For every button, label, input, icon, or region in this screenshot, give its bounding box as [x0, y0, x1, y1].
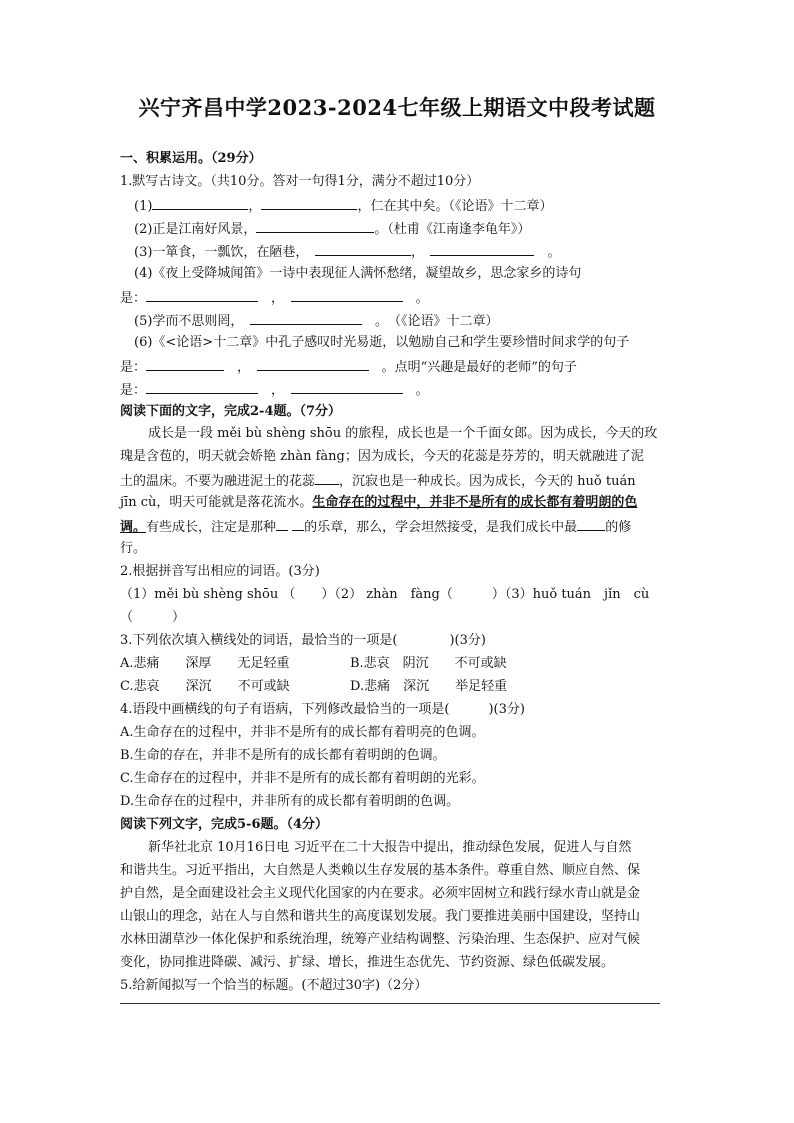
- news-line: 和谐共生。习近平指出，大自然是人类赖以生存发展的基本条件。尊重自然、顺应自然、保: [120, 863, 641, 878]
- question-1-stem: 1.默写古诗文。（共10分。答对一句得1分，满分不超过10分）: [120, 174, 480, 189]
- answer-blank[interactable]: [315, 242, 411, 256]
- answer-blank[interactable]: [276, 517, 288, 531]
- question-2-stem: 2.根据拼音写出相应的词语。(3分): [120, 564, 320, 579]
- passage-line: 调。有些成长，注定是那种 的乐章，那么，学会坦然接受，是我们成长中最 的修: [120, 517, 631, 537]
- news-line: 水林田湖草沙一体化保护和系统治理，统筹产业结构调整、污染治理、生态保护、应对气候: [120, 932, 641, 947]
- answer-blank[interactable]: [577, 517, 605, 531]
- answer-blank[interactable]: [315, 471, 339, 485]
- answer-blank[interactable]: [250, 311, 362, 325]
- question-2-line: （ ）: [120, 610, 186, 625]
- answer-blank[interactable]: [430, 242, 534, 256]
- question-5-stem: 5.给新闻拟写一个恰当的标题。(不超过30字)（2分）: [120, 978, 428, 993]
- question-1-item-6b-answer: 是： ， 。: [120, 380, 429, 400]
- answer-blank[interactable]: [291, 288, 403, 302]
- answer-blank[interactable]: [152, 196, 248, 210]
- section-heading: 一、积累运用。（29分）: [120, 151, 262, 166]
- answer-blank[interactable]: [261, 196, 357, 210]
- question-4-stem: 4.语段中画横线的句子有语病，下列修改最恰当的一项是( )(3分): [120, 702, 525, 717]
- answer-blank[interactable]: [256, 219, 374, 233]
- underlined-sentence-end: 调。: [120, 520, 147, 535]
- question-1-item-2: (2)正是江南好风景， 。（杜甫《江南逢李龟年》）: [134, 219, 530, 239]
- page-title: 兴宁齐昌中学2023-2024七年级上期语文中段考试题: [138, 95, 656, 120]
- question-1-item-6-answer: 是： ， 。点明“兴趣是最好的老师”的句子: [120, 357, 577, 377]
- option-a[interactable]: A.生命存在的过程中，并非不是所有的成长都有着明亮的色调。: [120, 725, 485, 740]
- answer-blank[interactable]: [257, 357, 369, 371]
- answer-blank[interactable]: [146, 357, 224, 371]
- answer-blank[interactable]: [146, 380, 258, 394]
- option-b[interactable]: B.生命的存在，并非不是所有的成长都有着明朗的色调。: [120, 748, 446, 763]
- reading-1-header: 阅读下面的文字，完成2-4题。（7分）: [120, 404, 342, 419]
- option-d[interactable]: D.生命存在的过程中，并非所有的成长都有着明朗的色调。: [120, 794, 460, 809]
- question-1-item-1: (1) ， ，仁在其中矣。（《论语》十二章）: [134, 196, 552, 216]
- passage-line: 行。: [120, 541, 147, 556]
- news-line: 山银山的理念，站在人与自然和谐共生的高度谋划发展。我门要推进美丽中国建设，坚持山: [120, 909, 641, 924]
- answer-line[interactable]: [120, 1003, 660, 1004]
- reading-2-header: 阅读下列文字，完成5-6题。（4分）: [120, 817, 329, 832]
- option-a[interactable]: A.悲痛 深厚 无足轻重: [120, 656, 290, 671]
- question-1-item-4-text: (4)《夜上受降城闻笛》一诗中表现征人满怀愁绪，凝望故乡，思念家乡的诗句: [134, 266, 582, 281]
- passage-line: jīn cù，明天可能就是落花流水。生命存在的过程中，并非不是所有的成长都有着明朗的色: [120, 495, 638, 510]
- option-c[interactable]: C.生命存在的过程中，并非不是所有的成长都有着明朗的光彩。: [120, 771, 485, 786]
- underlined-sentence: 生命存在的过程中，并非不是所有的成长都有着明朗的色: [312, 495, 638, 510]
- news-line: 新华社北京 10月16日电 习近平在二十大报告中提出，推动绿色发展，促进人与自然: [148, 840, 632, 855]
- question-1-item-4-answer: 是： ， 。: [120, 288, 429, 308]
- question-3-options-row: [120, 678, 507, 696]
- answer-blank[interactable]: [292, 517, 304, 531]
- question-1-item-6-text: (6)《<论语>十二章》中孔子感叹时光易逝，以勉励自己和学生要珍惜时间求学的句子: [134, 335, 630, 350]
- passage-line: 成长是一段 měi bù shèng shōu 的旅程，成长也是一个千面女郎。因为成长，今天的玫: [148, 426, 658, 441]
- news-line: 变化，协同推进降碳、减污、扩绿、增长，推进生态优先、节约资源、绿色低碳发展。: [120, 955, 615, 970]
- question-2-line: （1）měi bù shèng shōu （ ）（2） zhàn fàng（ ）（3）huǒ tuán jǐn cù: [120, 587, 650, 602]
- passage-line: 土的温床。不要为融进泥土的花蕊 ，沉寂也是一种成长。因为成长，今天的 huǒ tuán: [120, 471, 636, 491]
- option-d[interactable]: D.悲痛 深沉 举足轻重: [350, 679, 508, 694]
- question-3-options-row: [120, 655, 507, 673]
- question-1-item-3: (3)一箪食，一瓢饮，在陋巷， ， 。: [134, 242, 561, 262]
- question-3-stem: 3.下列依次填入横线处的词语，最恰当的一项是( )(3分): [120, 633, 486, 648]
- answer-blank[interactable]: [146, 288, 258, 302]
- question-1-item-5: (5)学而不思则罔， 。 （《论语》十二章）: [134, 311, 498, 331]
- option-c[interactable]: C.悲哀 深沉 不可或缺: [120, 679, 290, 694]
- option-b[interactable]: B.悲哀 阴沉 不可或缺: [350, 656, 507, 671]
- answer-blank[interactable]: [291, 380, 403, 394]
- news-line: 护自然，是全面建设社会主义现代化国家的内在要求。必须牢固树立和践行绿水青山就是金: [120, 886, 641, 901]
- passage-line: 瑰是含苞的，明天就会娇艳 zhàn fàng；因为成长，今天的花蕊是芬芳的，明天就融进了泥: [120, 449, 644, 464]
